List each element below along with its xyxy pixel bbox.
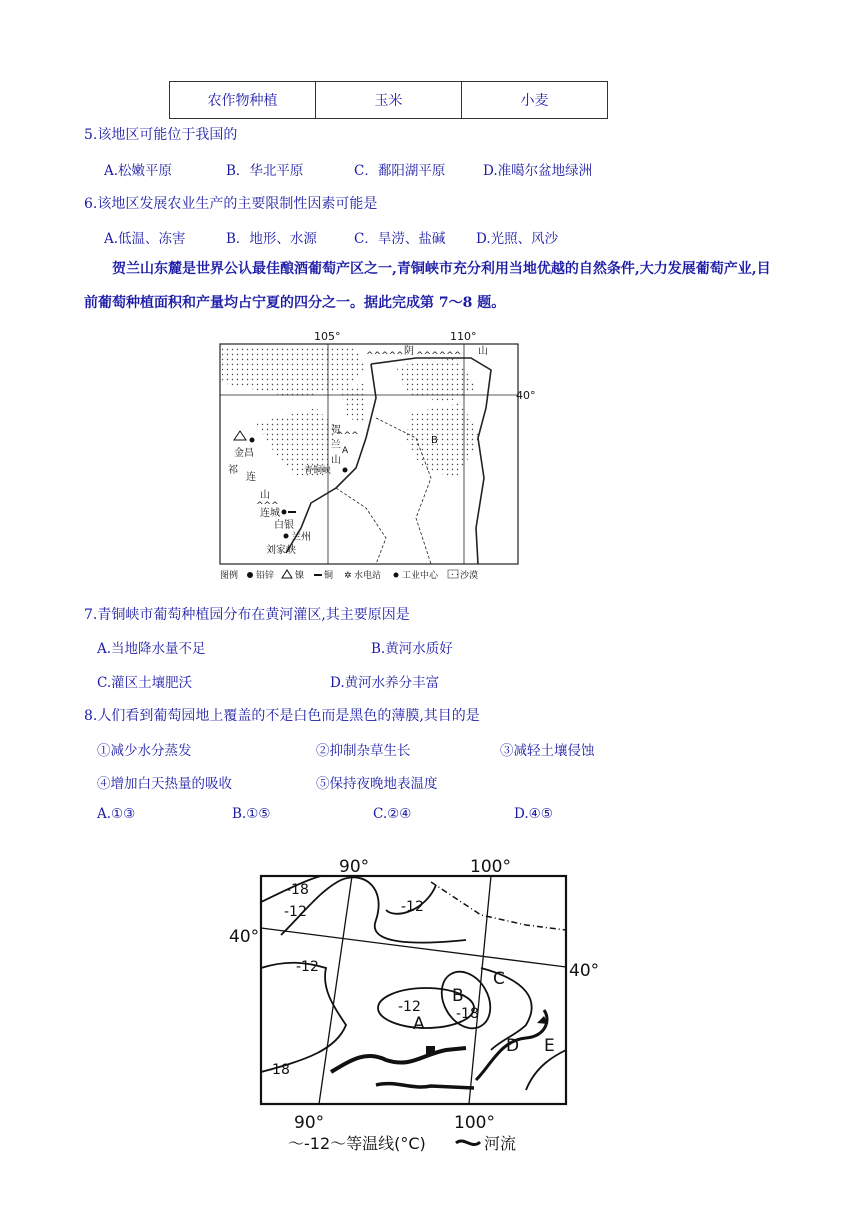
legend-desert: 沙漠: [460, 571, 479, 581]
table-cell: 玉米: [316, 82, 462, 119]
river-legend-icon: [456, 1141, 480, 1145]
ningxia-map: [216, 328, 536, 583]
label-he: 贺: [331, 425, 341, 436]
q5-option-a[interactable]: A.松嫩平原: [104, 163, 173, 179]
svg-text:^^^: ^^^: [256, 501, 279, 511]
table-cell: 小麦: [462, 82, 608, 119]
isotherm-label: -12: [401, 899, 424, 915]
q8-item-4: ④增加白天热量的吸收: [97, 776, 232, 792]
lat-label-40: 40°: [516, 389, 536, 402]
q5-option-d[interactable]: D.准噶尔盆地绿洲: [483, 163, 593, 179]
q5-option-c[interactable]: C．鄱阳湖平原: [354, 163, 446, 179]
legend-river: 河流: [484, 1134, 517, 1153]
label-lanzhou: 兰州: [291, 532, 311, 543]
lon-label-100-bottom: 100°: [454, 1113, 495, 1133]
question-5-stem: 5.该地区可能位于我国的: [84, 127, 238, 143]
lon-label-110: 110°: [450, 330, 477, 343]
label-lian: 连: [246, 472, 256, 483]
crop-table: [169, 81, 608, 119]
isotherm-line: [261, 963, 346, 1072]
q8-option-a[interactable]: A.①③: [97, 806, 136, 822]
svg-text:^^^: ^^^: [336, 431, 359, 441]
isotherm-closed-b: [432, 963, 500, 1037]
svg-text:^^^^^^: ^^^^^^: [416, 351, 462, 361]
q7-option-b[interactable]: B.黄河水质好: [371, 641, 453, 657]
q6-option-d[interactable]: D.光照、风沙: [476, 231, 559, 247]
q8-item-2: ②抑制杂草生长: [316, 743, 411, 759]
q7-option-d[interactable]: D.黄河水养分丰富: [330, 675, 440, 691]
label-jinchang: 金昌: [234, 448, 254, 459]
province-boundary: [336, 488, 386, 564]
legend-title: 图例: [220, 571, 239, 581]
isotherm-label: -18: [456, 1006, 479, 1022]
q8-option-c[interactable]: C.②④: [373, 806, 412, 822]
label-lan: 兰: [331, 440, 341, 451]
isotherm-label: -12: [296, 959, 319, 975]
point-c: C: [493, 969, 505, 989]
label-liujiaxia: 刘家峡: [266, 545, 296, 556]
point-a: A: [413, 1014, 425, 1034]
legend-copper: 铜: [324, 571, 334, 581]
label-baiyin: 白银: [274, 520, 294, 531]
desert-area: [341, 383, 366, 423]
question-7-stem: 7.青铜峡市葡萄种植园分布在黄河灌区,其主要原因是: [84, 607, 410, 623]
q8-item-1: ①减少水分蒸发: [97, 743, 192, 759]
lon-label-105: 105°: [314, 330, 341, 343]
q7-option-c[interactable]: C.灌区土壤肥沃: [97, 675, 193, 691]
isotherm-label: -12: [398, 999, 421, 1015]
q7-option-a[interactable]: A.当地降水量不足: [97, 641, 206, 657]
isotherm-label: -18: [267, 1062, 290, 1078]
svg-text:^^^^^: ^^^^^: [366, 351, 404, 361]
legend-nickel: 镍: [295, 571, 305, 581]
isotherm-label: -18: [286, 882, 309, 898]
lon-label-100-top: 100°: [470, 857, 511, 877]
question-8-stem: 8.人们看到葡萄园地上覆盖的不是白色而是黑色的薄膜,其目的是: [84, 708, 480, 724]
legend-lead-zinc: 铅锌: [256, 571, 275, 581]
table-cell: 农作物种植: [170, 82, 316, 119]
legend-hydro: 水电站: [354, 571, 382, 581]
q5-option-b[interactable]: B．华北平原: [226, 163, 304, 179]
q8-item-5: ⑤保持夜晚地表温度: [316, 776, 438, 792]
q8-item-3: ③减轻土壤侵蚀: [500, 743, 595, 759]
point-d: D: [506, 1036, 520, 1056]
boundary-line: [431, 882, 566, 930]
q6-option-c[interactable]: C．旱涝、盐碱: [354, 231, 446, 247]
legend-isotherm: ～-12～等温线(°C): [288, 1134, 426, 1153]
q6-option-b[interactable]: B．地形、水源: [226, 231, 317, 247]
label-liancheng: 连城: [260, 508, 280, 519]
lat-label-40-right: 40°: [569, 961, 600, 981]
label-shan2: 山: [331, 455, 341, 466]
point-b: B: [452, 986, 464, 1006]
legend-industrial: 工业中心: [402, 571, 439, 581]
river: [376, 1084, 474, 1088]
q8-option-d[interactable]: D.④⑤: [514, 806, 553, 822]
table-row: [170, 82, 608, 119]
label-a: A: [342, 446, 349, 456]
lon-label-90-top: 90°: [339, 857, 370, 877]
nickel-icon: [234, 431, 246, 440]
q6-option-a[interactable]: A.低温、冻害: [104, 231, 186, 247]
label-qi: 祁: [228, 465, 238, 476]
point-e: E: [544, 1036, 555, 1056]
label-yin: 阴: [404, 346, 414, 357]
label-shan3: 山: [260, 490, 270, 501]
q8-option-b[interactable]: B.①⑤: [232, 806, 271, 822]
isotherm-label: -12: [284, 904, 307, 920]
lon-label-90-bottom: 90°: [294, 1113, 325, 1133]
label-qingtongxia: 青铜峡: [304, 466, 332, 476]
question-6-stem: 6.该地区发展农业生产的主要限制性因素可能是: [84, 196, 378, 212]
label-b: B: [431, 435, 438, 446]
isotherm-line: [526, 1050, 566, 1090]
isotherm-map: [226, 850, 616, 1160]
desert-area: [396, 358, 478, 403]
river: [331, 1048, 466, 1072]
label-shan: 山: [478, 346, 488, 357]
passage-text: 贺兰山东麓是世界公认最佳酿酒葡萄产区之一,青铜峡市充分利用当地优越的自然条件,大力发展葡萄产业,目前葡萄种植面积和产量均占宁夏的四分之一。据此完成第 7～8 题。: [84, 261, 771, 311]
lat-label-40-left: 40°: [229, 927, 260, 947]
svg-text:✲: ✲: [344, 571, 352, 581]
